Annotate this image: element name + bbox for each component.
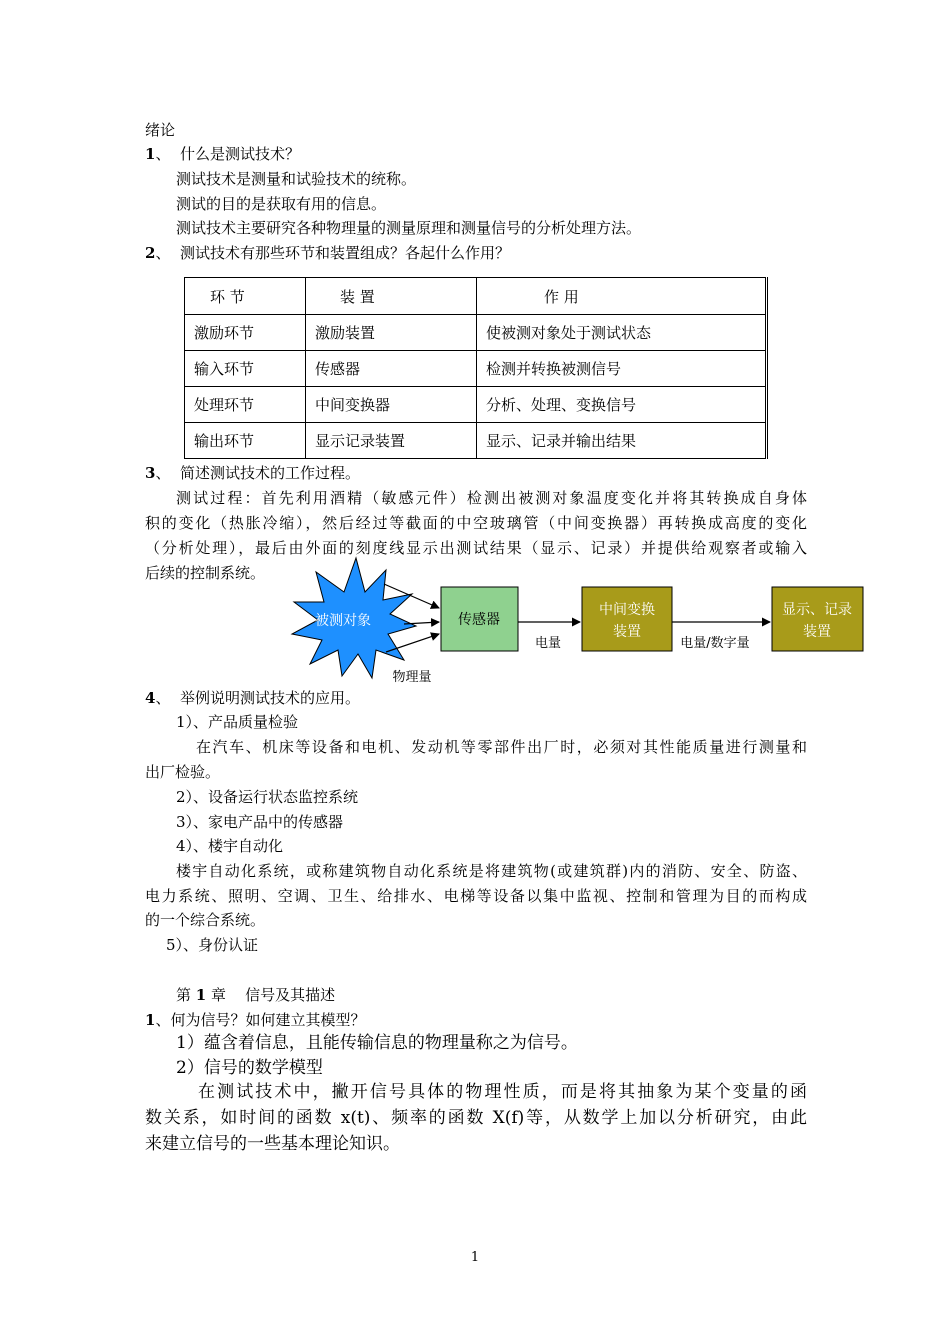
electric-label: 电量	[534, 636, 562, 651]
middle-label: 装置	[613, 624, 641, 640]
question-text: 、何为信号？如何建立其模型？	[155, 1011, 366, 1029]
list-item-title: 4）、楼宇自动化	[176, 837, 284, 855]
paragraph-line: 电力系统、照明、空调、卫生、给排水、电梯等设备以集中监视、控制和管理为目的而构成	[145, 887, 807, 905]
paragraph-line: 数关系，如时间的函数 x(t)、频率的函数 X(f)等，从数学上加以分析研究，由此	[145, 1108, 807, 1128]
question-text: 举例说明测试技术的应用。	[180, 689, 361, 707]
paragraph-line: （分析处理），最后由外面的刻度线显示出测试结果（显示、记录）并提供给观察者或输入	[145, 539, 807, 557]
list-item-title: 2）、设备运行状态监控系统	[176, 788, 359, 806]
table-cell: 激励环节	[185, 315, 306, 351]
object-label: 被测对象	[315, 613, 371, 629]
display-label: 装置	[803, 624, 831, 640]
table-cell: 传感器	[306, 351, 477, 387]
table-header-cell	[185, 278, 306, 315]
table-cell: 分析、处理、变换信号	[477, 387, 767, 423]
list-item-title: 1）、产品质量检验	[176, 713, 299, 731]
paragraph-line: 楼宇自动化系统，或称建筑物自动化系统是将建筑物(或建筑群)内的消防、安全、防盗、	[176, 862, 807, 880]
paragraph-line: 积的变化（热胀冷缩），然后经过等截面的中空玻璃管（中间变换器）再转换成高度的变化	[145, 514, 807, 532]
chapter-heading	[176, 985, 335, 1005]
table-header-cell	[306, 278, 477, 315]
page-number: 1	[470, 1250, 480, 1265]
paragraph-line: 测试过程：首先利用酒精（敏感元件）检测出被测对象温度变化并将其转换成自身体	[176, 489, 807, 507]
question-number: 1	[145, 145, 156, 163]
paragraph-line: 在汽车、机床等设备和电机、发动机等零部件出厂时，必须对其性能质量进行测量和	[196, 738, 807, 756]
chapter-question	[145, 1010, 365, 1030]
chapter-number: 1	[195, 986, 207, 1004]
table-row	[185, 423, 767, 459]
table-row	[185, 315, 767, 351]
question-sep: 、	[155, 464, 171, 482]
table-cell: 显示、记录并输出结果	[477, 423, 767, 459]
table-cell: 输出环节	[185, 423, 306, 459]
question-text: 什么是测试技术？	[180, 145, 301, 163]
table-header-row	[185, 278, 767, 315]
question-number: 1	[145, 1011, 156, 1029]
header-function: 作 用	[544, 287, 579, 306]
question-number: 3	[145, 464, 156, 482]
paragraph-line: 在测试技术中，撇开信号具体的物理性质，而是将其抽象为某个变量的函	[198, 1082, 807, 1102]
question-4	[145, 688, 360, 708]
table-header-cell	[477, 278, 767, 315]
middle-box	[582, 587, 672, 651]
question-3	[145, 463, 360, 483]
list-item-title: 5）、身份认证	[166, 936, 259, 954]
table-cell: 检测并转换被测信号	[477, 351, 767, 387]
chapter-prefix: 第	[176, 986, 192, 1004]
question-number: 4	[145, 689, 156, 707]
electric-digital-label: 电量/数字量	[680, 636, 750, 651]
list-item-title: 3）、家电产品中的传感器	[176, 813, 344, 831]
question-text: 测试技术有那些环节和装置组成？各起什么作用？	[180, 244, 511, 262]
question-2	[145, 243, 510, 263]
header-stage: 环 节	[210, 287, 245, 306]
answer-line: 测试的目的是获取有用的信息。	[176, 195, 387, 213]
table-cell: 中间变换器	[306, 387, 477, 423]
measurement-steps-table	[184, 277, 768, 459]
paragraph-line: 的一个综合系统。	[145, 911, 266, 929]
question-text: 简述测试技术的工作过程。	[180, 464, 361, 482]
table-cell: 输入环节	[185, 351, 306, 387]
sensor-label: 传感器	[458, 612, 500, 628]
table-cell: 处理环节	[185, 387, 306, 423]
question-sep: 、	[155, 244, 171, 262]
measurement-process-diagram	[286, 554, 866, 686]
chapter-title: 信号及其描述	[245, 986, 336, 1004]
answer-line: 测试技术是测量和试验技术的统称。	[176, 170, 417, 188]
paragraph-line: 出厂检验。	[145, 763, 221, 781]
table-cell: 显示记录装置	[306, 423, 477, 459]
question-1	[145, 144, 300, 164]
display-label: 显示、记录	[782, 602, 852, 618]
chapter-suffix: 章	[211, 986, 227, 1004]
physical-label: 物理量	[392, 670, 432, 685]
intro-heading: 绪论	[145, 121, 176, 139]
question-number: 2	[145, 244, 156, 262]
question-sep: 、	[155, 145, 171, 163]
table-cell: 使被测对象处于测试状态	[477, 315, 767, 351]
display-box	[772, 587, 863, 651]
table-cell: 激励装置	[306, 315, 477, 351]
answer-line: 测试技术主要研究各种物理量的测量原理和测量信号的分析处理方法。	[176, 219, 642, 237]
paragraph-line: 来建立信号的一些基本理论知识。	[145, 1134, 400, 1154]
table-row	[185, 387, 767, 423]
point-line: 1）蕴含着信息，且能传输信息的物理量称之为信号。	[176, 1033, 578, 1053]
question-sep: 、	[155, 689, 171, 707]
paragraph-line: 后续的控制系统。	[145, 564, 266, 582]
point-line: 2）信号的数学模型	[176, 1058, 323, 1078]
header-device: 装 置	[340, 287, 375, 306]
table-row	[185, 351, 767, 387]
middle-label: 中间变换	[599, 602, 655, 618]
